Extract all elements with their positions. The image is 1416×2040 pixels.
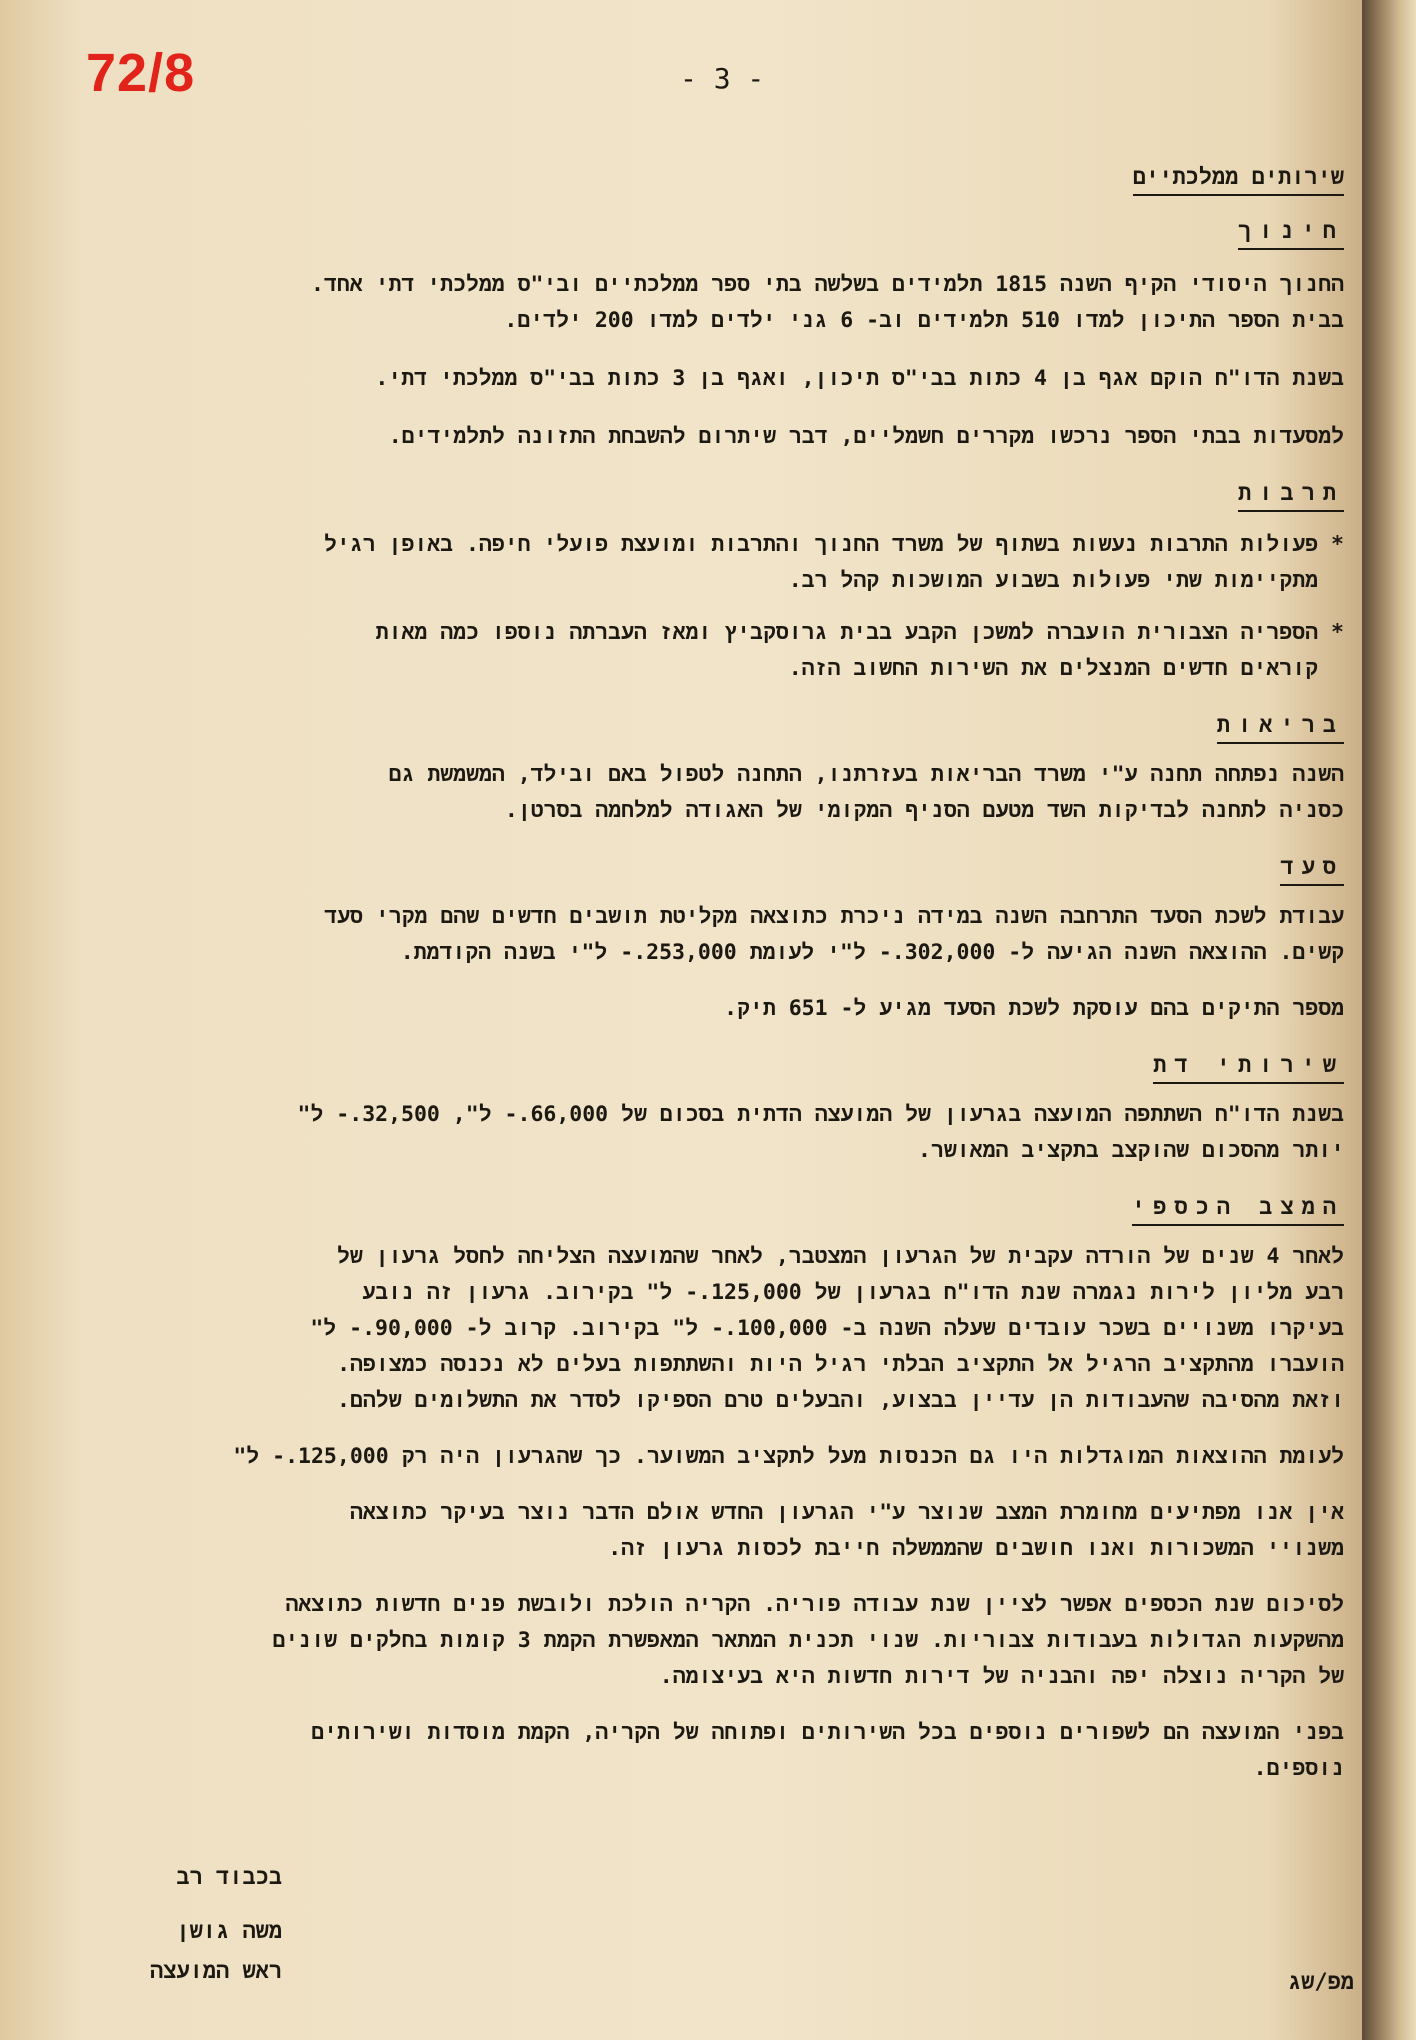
section-heading-culture: תרבות <box>74 481 1344 507</box>
religion-paragraph-1: בשנת הדו"ח השתתפה המועצה בגרעון של המועצה הדתית בסכום של 66,000.- ל", 32,500.- ל" יותר מהסכום שהוקצב בתקציב המאושר. <box>297 1102 1344 1163</box>
finance-paragraph-4: לסיכום שנת הכספים אפשר לציין שנת עבודה פוריה. הקריה הולכת ולובשת פנים חדשות כתוצאה מהשקעות הגדולות בעבודות צבוריות. שנוי תכנית המתאר המאפשרת הקמת 3 קומות בחלקים שונים של הקריה נוצלה יפה והבניה של דירות חדשות היא בעיצומה. <box>272 1592 1344 1689</box>
culture-bullet-1: * פעולות התרבות נעשות בשתוף של משרד החנוך והתרבות ומועצת פועלי חיפה. באופן רגיל מתקיימות שתי פעולות בשבוע המושכות קהל רב. <box>74 527 1344 599</box>
document-title: שירותים ממלכתיים <box>74 165 1344 191</box>
closing-salutation: בכבוד רב <box>176 1865 283 1890</box>
page-number: - 3 - <box>680 62 765 95</box>
signer-role: ראש המועצה <box>150 1959 283 1984</box>
finance-paragraph-3: אין אנו מפתיעים מחומרת המצב שנוצר ע"י הגרעון החדש אולם הדבר נוצר בעיקר כתוצאה משנויי המשכורות ואנו חושבים שהממשלה חייבת לכסות גרעון זה. <box>349 1500 1344 1561</box>
section-heading-religion: שירותי דת <box>74 1053 1344 1079</box>
finance-paragraph-2: לעומת ההוצאות המוגדלות היו גם הכנסות מעל לתקציב המשוער. כך שהגרעון היה רק 125,000.- ל" <box>233 1444 1344 1469</box>
section-heading-health: בריאות <box>74 713 1344 739</box>
welfare-paragraph-2: מספר התיקים בהם עוסקת לשכת הסעד מגיע ל- 651 תיק. <box>724 996 1344 1021</box>
signature-block <box>150 1858 282 1992</box>
binding-edge <box>1362 0 1416 2040</box>
section-heading-finance: המצב הכספי <box>74 1195 1344 1221</box>
archive-stamp: 72/8 <box>86 43 196 103</box>
section-heading-welfare: סעד <box>74 855 1344 881</box>
culture-bullet-2: * הספריה הצבורית הועברה למשכן הקבע בבית גרוסקביץ ומאז העברתה נוספו כמה מאות קוראים חדשים המנצלים את השירות החשוב הזה. <box>74 615 1344 687</box>
health-paragraph-1: השנה נפתחה תחנה ע"י משרד הבריאות בעזרתנו, התחנה לטפול באם ובילד, המשמשת גם כסניה לתחנה לבדיקות השד מטעם הסניף המקומי של האגודה למלחמה בסרטן. <box>388 762 1344 823</box>
section-heading-education: חינוך <box>74 219 1344 245</box>
welfare-paragraph-1: עבודת לשכת הסעד התרחבה השנה במידה ניכרת כתוצאה מקליטת תושבים חדשים שהם מקרי סעד קשים. ההוצאה השנה הגיעה ל- 302,000.- ל"י לעומת 253,000.- ל"י בשנה הקודמת. <box>324 904 1344 965</box>
education-paragraph-1: החנוך היסודי הקיף השנה 1815 תלמידים בשלשה בתי ספר ממלכתיים ובי"ס ממלכתי דתי אחד. בבית הספר התיכון למדו 510 תלמידים וב- 6 גני ילדים למדו 200 ילדים. <box>311 272 1344 333</box>
bullet-icon: * <box>1331 532 1344 557</box>
typist-initials: מפ/שג <box>1287 1970 1354 1995</box>
finance-paragraph-5: בפני המועצה הם לשפורים נוספים בכל השירותים ופתוחה של הקריה, הקמת מוסדות ושירותים נוספים. <box>311 1720 1344 1781</box>
signer-name: משה גושן <box>176 1919 283 1944</box>
finance-paragraph-1: לאחר 4 שנים של הורדה עקבית של הגרעון המצטבר, לאחר שהמועצה הצליחה לחסל גרעון של רבע מליון לירות נגמרה שנת הדו"ח בגרעון של 125,000.- ל" בקירוב. גרעון זה נובע בעיקרו משנויים בשכר עובדים שעלה השנה ב- 100,000.- ל" בקירוב. קרוב ל- 90,000.- ל" הועברו מהתקציב הרגיל אל התקציב הבלתי רגיל היות והשתתפות בעלים לא נכנסה כמצופה. וזאת מהסיבה שהעבודות הן עדיין בבצוע, והבעלים טרם הספיקו לסדר את התשלומים שלהם. <box>310 1244 1344 1413</box>
education-paragraph-2: בשנת הדו"ח הוקם אגף בן 4 כתות בבי"ס תיכון, ואגף בן 3 כתות בבי"ס ממלכתי דתי. <box>375 366 1344 391</box>
bullet-icon: * <box>1331 620 1344 645</box>
document-body <box>74 165 1344 1787</box>
education-paragraph-3: למסעדות בבתי הספר נרכשו מקררים חשמליים, דבר שיתרום להשבחת התזונה לתלמידים. <box>388 424 1344 449</box>
